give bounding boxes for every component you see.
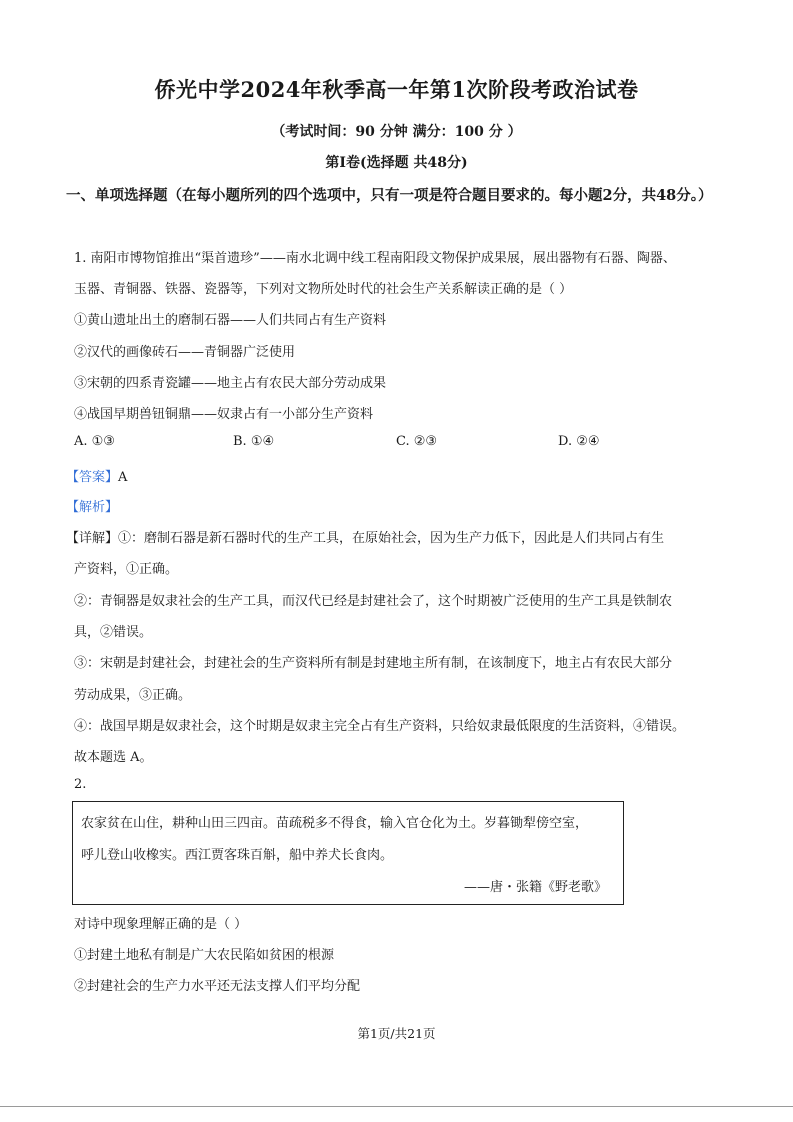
q1-detail-line-5: ③：宋朝是封建社会，封建社会的生产资料所有制是封建地主所有制，在该制度下，地主占有农民大部分 xyxy=(74,656,673,671)
q1-detail-line-2: 产资料，①正确。 xyxy=(74,562,179,577)
q1-item-4: ④战国早期兽钮铜鼎——奴隶占有一小部分生产资料 xyxy=(74,407,374,422)
poem-line-2: 呼儿登山收橡实。西江贾客珠百斛，船中养犬长食肉。 xyxy=(81,848,394,863)
q1-item-2: ②汉代的画像砖石——青铜器广泛使用 xyxy=(74,345,296,360)
answer-label: 【答案】 xyxy=(66,470,119,485)
part-heading: 第Ⅰ卷(选择题 共48分) xyxy=(325,155,468,171)
q2-item-1: ①封建土地私有制是广大农民陷如贫困的根源 xyxy=(74,948,335,963)
exam-title: 侨光中学2024年秋季高一年第1次阶段考政治试卷 xyxy=(154,77,639,102)
page-footer: 第1页/共21页 xyxy=(357,1026,436,1041)
q1-detail-line-6: 劳动成果，③正确。 xyxy=(74,688,192,703)
poem-line-1: 农家贫在山住，耕种山田三四亩。苗疏税多不得食，输入官仓化为土。岁暮锄犁傍空室， xyxy=(81,816,589,831)
q1-answer xyxy=(66,466,127,485)
q1-option-d: D. ②④ xyxy=(558,434,600,449)
bottom-divider xyxy=(0,1106,793,1107)
q1-detail-line-8: 故本题选 A。 xyxy=(74,750,153,765)
q1-detail-line-3: ②：青铜器是奴隶社会的生产工具，而汉代已经是封建社会了，这个时期被广泛使用的生产工具是铁制农 xyxy=(74,594,673,609)
q1-option-c: C. ②③ xyxy=(396,434,438,449)
q1-stem-line-1: 1. 南阳市博物馆推出“渠首遗珍”——南水北调中线工程南阳段文物保护成果展，展出器物有石器、陶器、 xyxy=(74,251,676,266)
detail-label: 【详解】 xyxy=(66,531,119,546)
q2-stem: 对诗中现象理解正确的是（ ） xyxy=(74,917,248,932)
q2-item-2: ②封建社会的生产力水平还无法支撑人们平均分配 xyxy=(74,979,361,994)
q1-option-a: A. ①③ xyxy=(74,434,115,449)
analysis-label: 【解析】 xyxy=(66,500,119,515)
q1-stem-line-2: 玉器、青铜器、铁器、瓷器等，下列对文物所处时代的社会生产关系解读正确的是（ ） xyxy=(74,282,573,297)
q2-number: 2. xyxy=(74,777,87,792)
answer-value: A xyxy=(118,470,128,485)
q1-option-b: B. ①④ xyxy=(233,434,275,449)
poem-box xyxy=(72,801,624,905)
section-heading: 一、单项选择题（在每小题所列的四个选项中，只有一项是符合题目要求的。每小题2分，共48分。） xyxy=(66,187,713,204)
q1-item-3: ③宋朝的四系青瓷罐——地主占有农民大部分劳动成果 xyxy=(74,376,387,391)
q1-detail-line-1: 【详解】①：磨制石器是新石器时代的生产工具，在原始社会，因为生产力低下，因此是人们共同占有生 xyxy=(66,531,665,546)
exam-time-score: （考试时间：90 分钟 满分：100 分 ） xyxy=(271,124,522,140)
poem-source: ——唐・张籍《野老歌》 xyxy=(463,880,607,895)
q1-detail-line-4: 具，②错误。 xyxy=(74,625,153,640)
q1-item-1: ①黄山遗址出土的磨制石器——人们共同占有生产资料 xyxy=(74,313,387,328)
q1-detail-line-7: ④：战国早期是奴隶社会，这个时期是奴隶主完全占有生产资料，只给奴隶最低限度的生活资料，④错误。 xyxy=(74,719,686,734)
